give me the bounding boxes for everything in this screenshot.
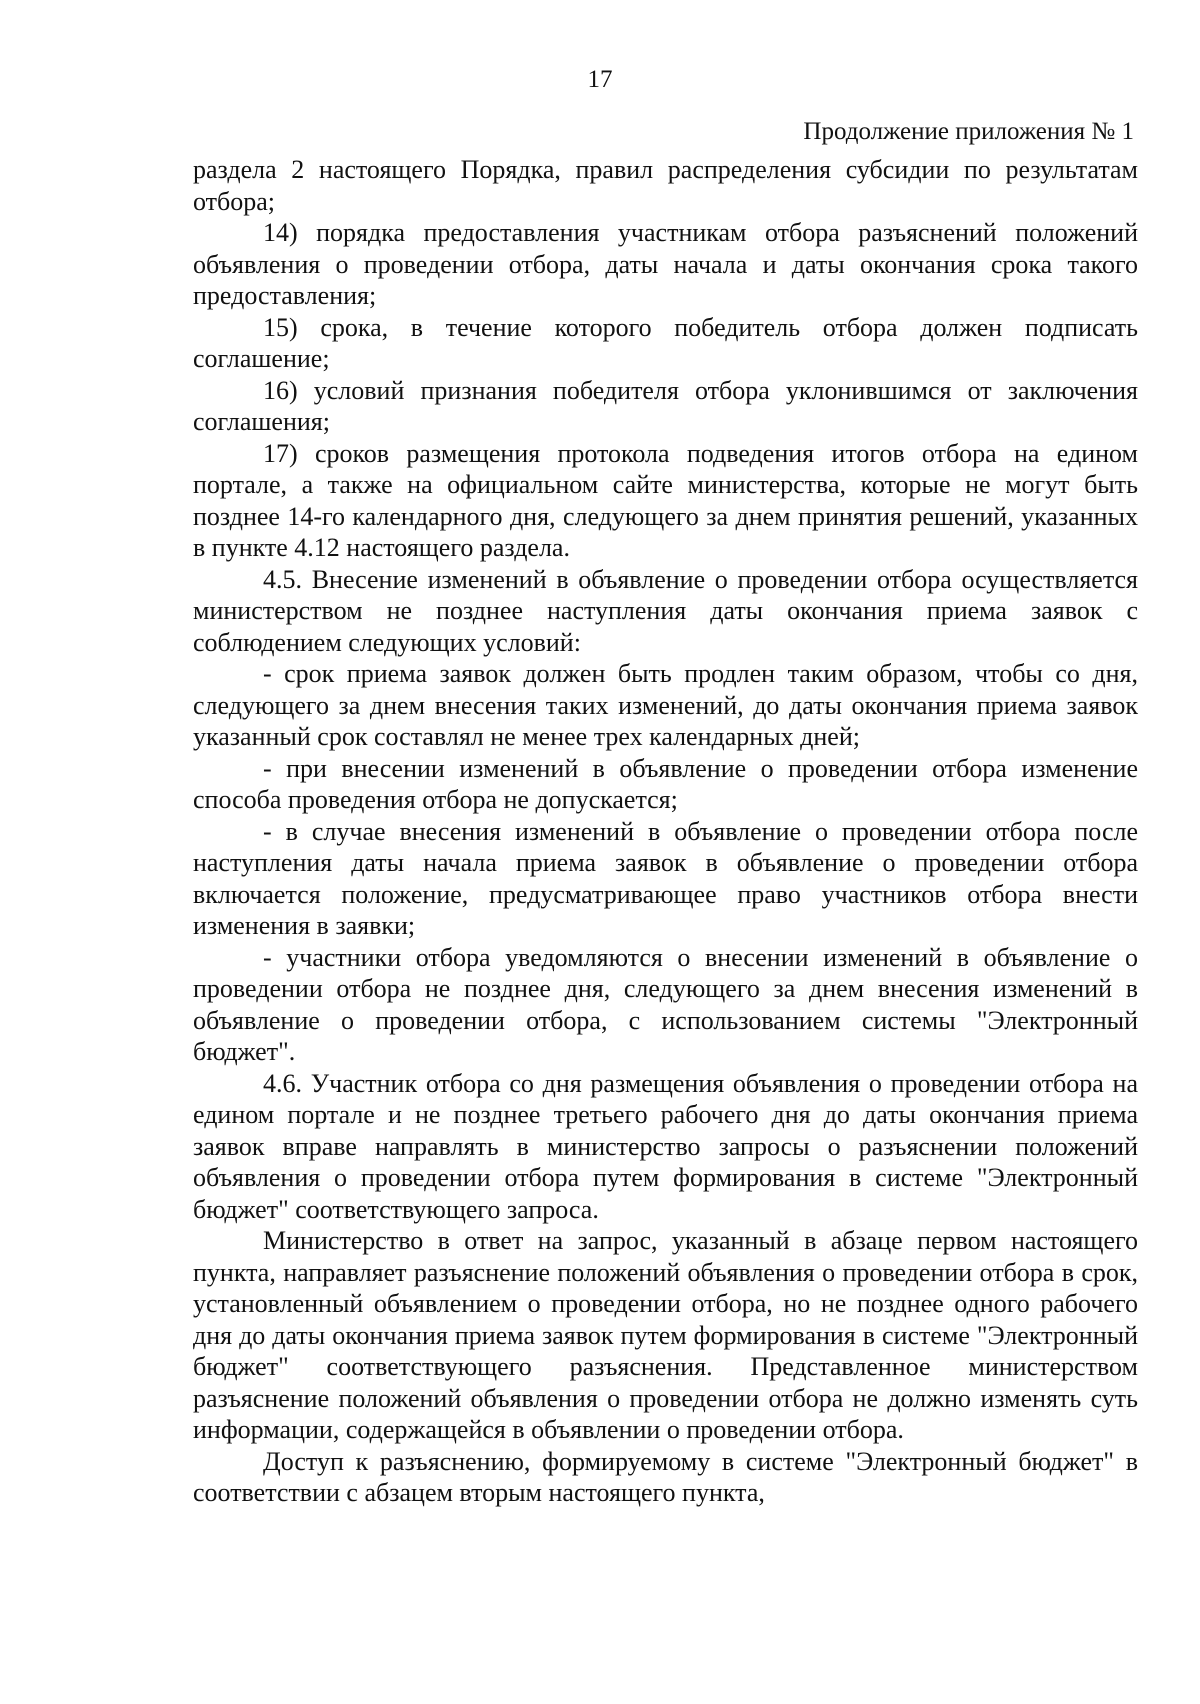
paragraph-4-6: 4.6. Участник отбора со дня размещения объявления о проведении отбора на едином портале и не позднее третьего рабочего дня до даты окончания приема заявок вправе направлять в министерство запросы о разъяснении положений объявления о проведении отбора путем формирования в системе "Электронный бюджет" соответствующего запроса. xyxy=(193,1068,1138,1224)
paragraph-item-16: 16) условий признания победителя отбора уклонившимся от заключения соглашения; xyxy=(193,375,1138,436)
document-body xyxy=(193,154,1138,1509)
paragraph-access-clarification: Доступ к разъяснению, формируемому в системе "Электронный бюджет" в соответствии с абзацем вторым настоящего пункта, xyxy=(193,1446,1138,1507)
page-number: 17 xyxy=(587,66,613,93)
paragraph-bullet-method-change: - при внесении изменений в объявление о проведении отбора изменение способа проведения отбора не допускается; xyxy=(193,753,1138,814)
paragraph-bullet-amendments: - в случае внесения изменений в объявление о проведении отбора после наступления даты начала приема заявок в объявление о проведении отбора включается положение, предусматривающее право участников отбора внести изменения в заявки; xyxy=(193,816,1138,940)
paragraph-item-14: 14) порядка предоставления участникам отбора разъяснений положений объявления о проведении отбора, даты начала и даты окончания срока такого предоставления; xyxy=(193,218,1138,310)
paragraph-item-17: 17) сроков размещения протокола подведения итогов отбора на едином портале, а также на официальном сайте министерства, которые не могут быть позднее 14-го календарного дня, следующего за днем принятия решений, указанных в пункте 4.12 настоящего раздела. xyxy=(193,438,1138,562)
paragraph-4-5: 4.5. Внесение изменений в объявление о проведении отбора осуществляется министерством не позднее наступления даты окончания приема заявок с соблюдением следующих условий: xyxy=(193,564,1138,657)
paragraph-ministry-response: Министерство в ответ на запрос, указанный в абзаце первом настоящего пункта, направляет разъяснение положений объявления о проведении отбора в срок, установленный объявлением о проведении отбора, но не позднее одного рабочего дня до даты окончания приема заявок путем формирования в системе "Электронный бюджет" соответствующего разъяснения. Представленное министерством разъяснение положений объявления о проведении отбора не должно изменять суть информации, содержащейся в объявлении о проведении отбора. xyxy=(193,1226,1138,1444)
appendix-label: Продолжение приложения № 1 xyxy=(803,118,1134,145)
paragraph-bullet-notification: - участники отбора уведомляются о внесении изменений в объявление о проведении отбора не позднее дня, следующего за днем внесения изменений в объявление о проведении отбора, с использованием системы "Электронный бюджет". xyxy=(193,942,1138,1066)
paragraph-item-15: 15) срока, в течение которого победитель отбора должен подписать соглашение; xyxy=(193,312,1138,373)
paragraph-continuation: раздела 2 настоящего Порядка, правил распределения субсидии по результатам отбора; xyxy=(193,155,1138,216)
paragraph-bullet-term-extension: - срок приема заявок должен быть продлен таким образом, чтобы со дня, следующего за днем внесения таких изменений, до даты окончания приема заявок указанный срок составлял не менее трех календарных дней; xyxy=(193,659,1138,751)
